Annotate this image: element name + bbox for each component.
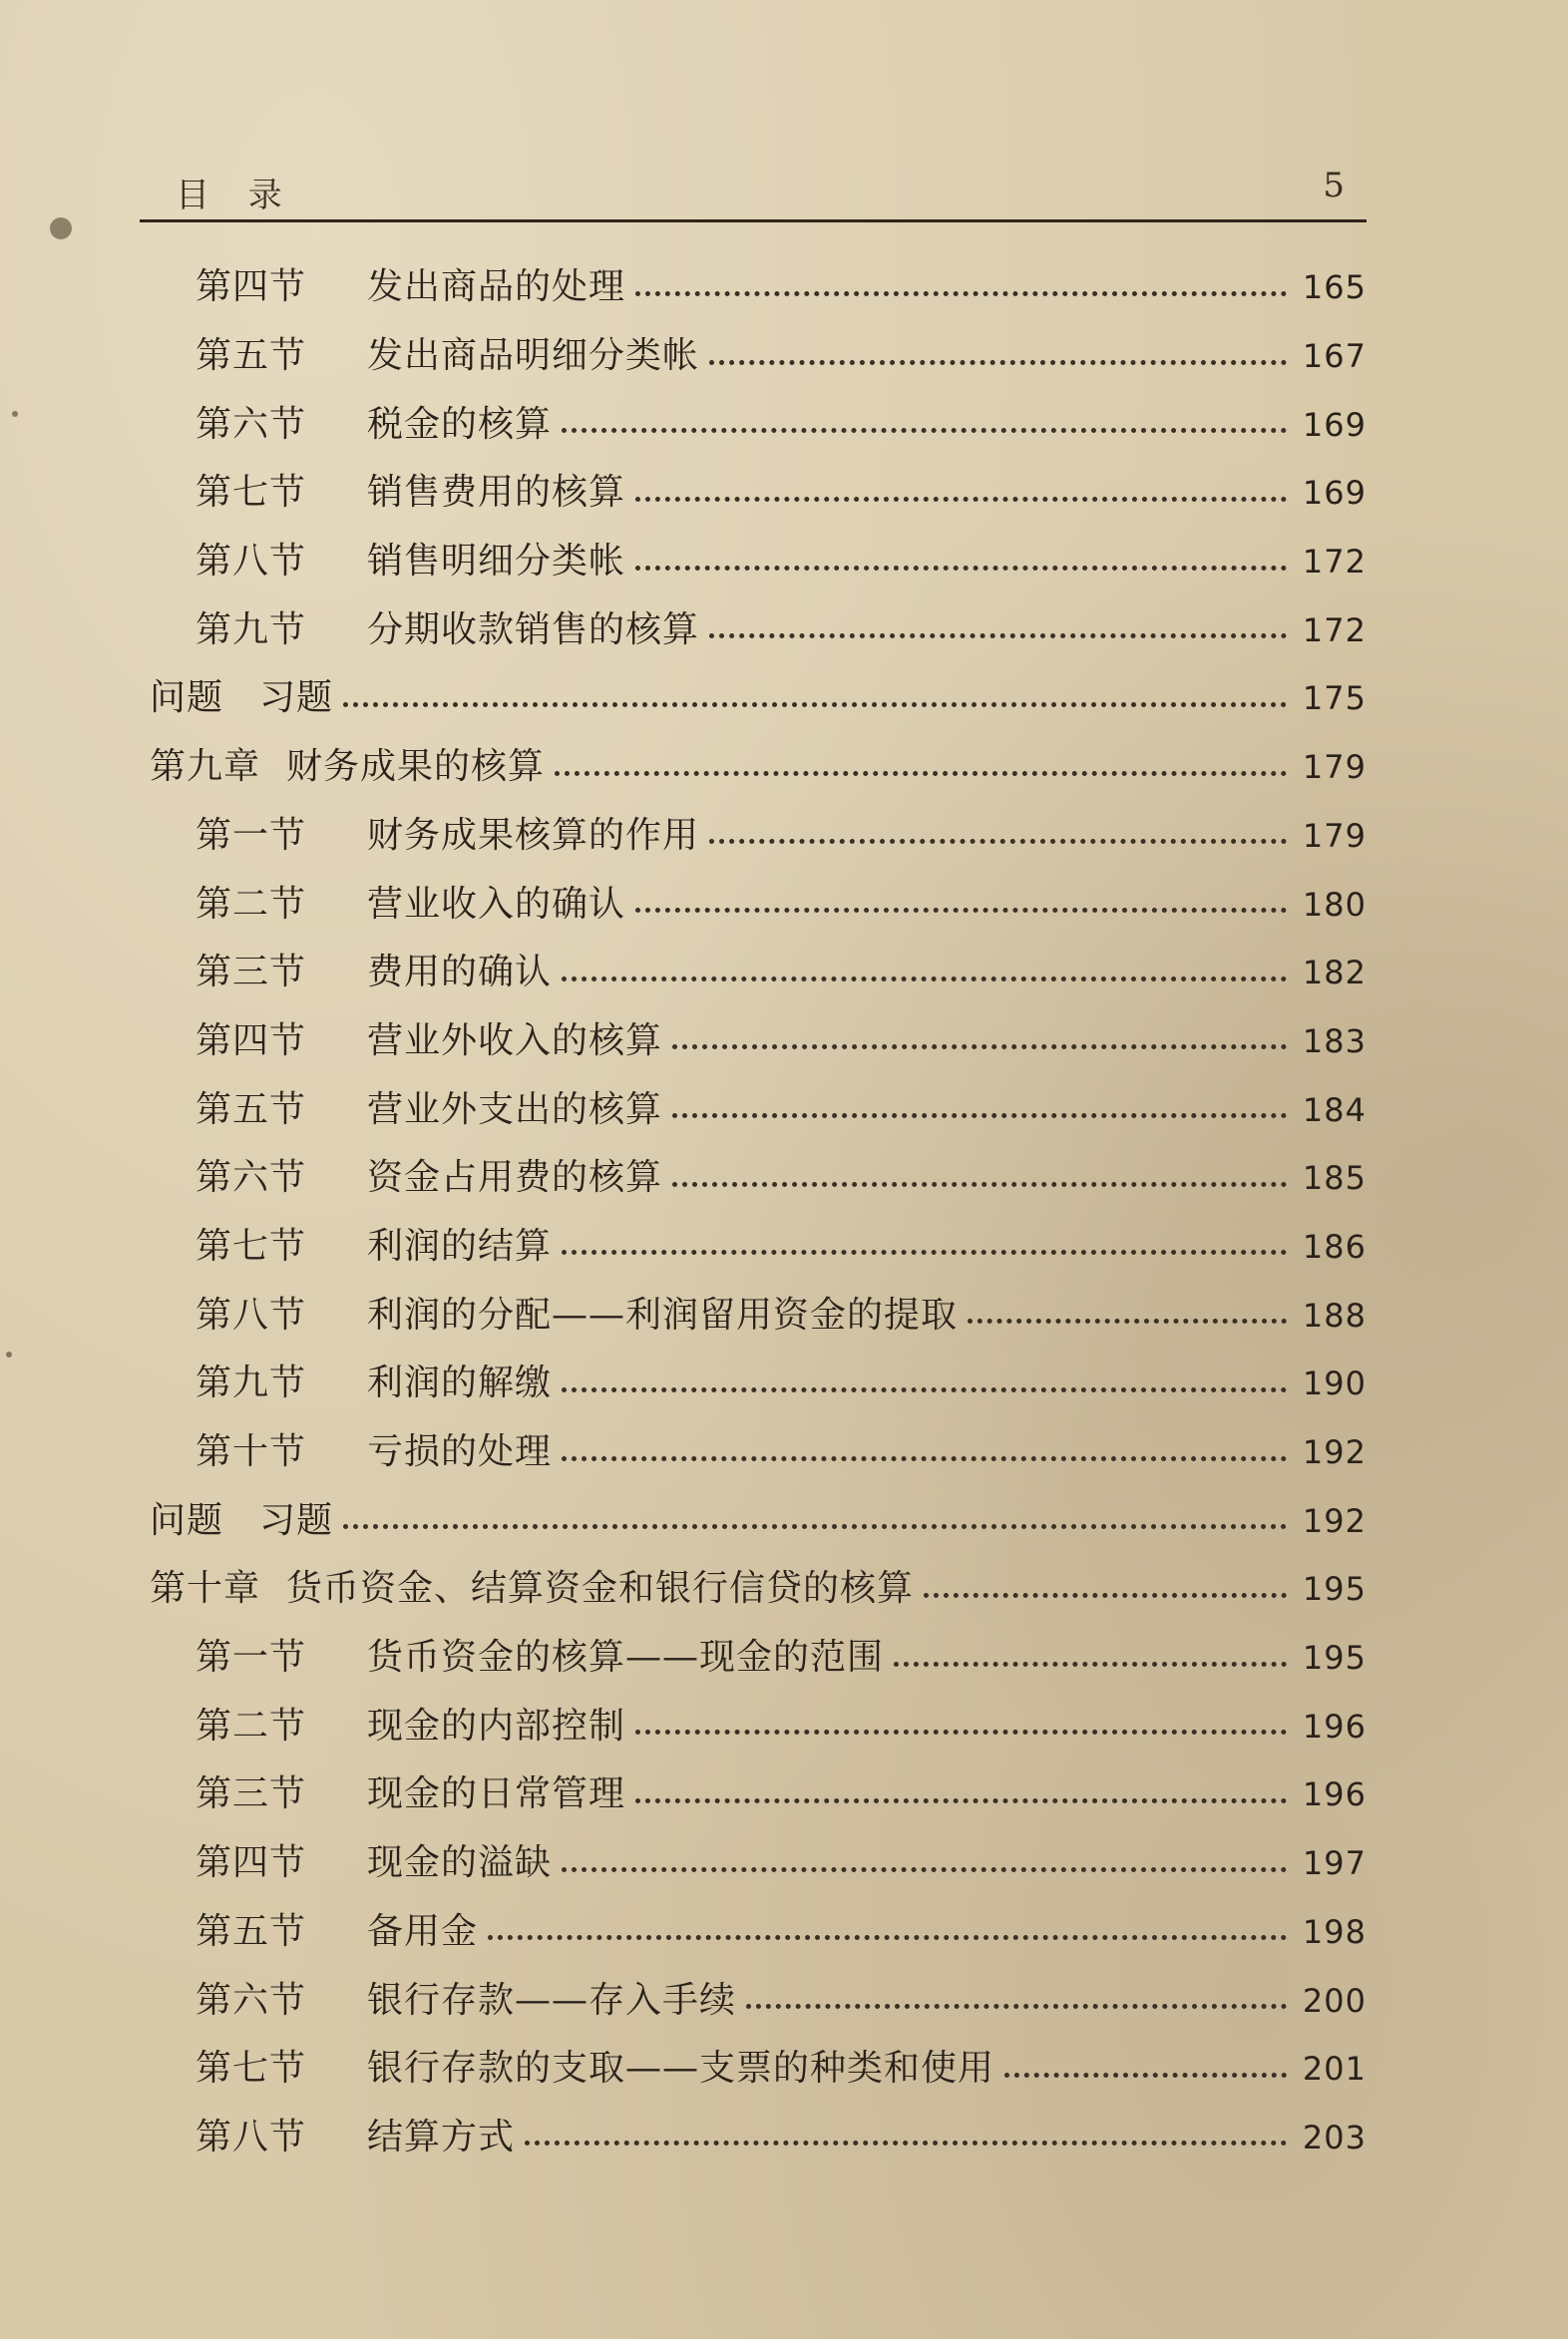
toc-entry	[150, 390, 1367, 459]
toc-entry-page: 201	[1302, 2050, 1367, 2089]
dot-leader	[635, 291, 1287, 296]
toc-entry-page: 192	[1302, 1501, 1367, 1540]
toc-entry-page: 180	[1302, 885, 1367, 924]
toc-entry-page: 190	[1302, 1364, 1367, 1403]
toc-entry-label: 第五节	[196, 1088, 307, 1130]
toc-entry-label: 第二节	[196, 883, 307, 925]
dot-leader	[672, 1182, 1287, 1187]
toc-entry-label: 第一节	[196, 814, 307, 856]
toc-entry-title: 资金占用费的核算	[367, 1157, 663, 1199]
toc-entry-title: 税金的核算	[367, 403, 553, 445]
toc-entry-label: 第七节	[196, 1225, 307, 1267]
toc-entry-title: 现金的溢缺	[367, 1842, 553, 1884]
toc-entry	[150, 1350, 1367, 1418]
dot-leader	[562, 1867, 1287, 1872]
ink-spot	[6, 1352, 12, 1358]
toc-entry-title: 利润的结算	[367, 1225, 553, 1267]
toc-entry-label: 第六节	[196, 403, 307, 445]
toc-entry-label: 第十章	[150, 1568, 261, 1610]
toc-entry-page: 184	[1302, 1090, 1367, 1129]
header-title: 目 录	[176, 176, 296, 215]
toc-entry	[150, 1692, 1367, 1760]
dot-leader	[562, 1387, 1287, 1392]
toc-entry-label: 第四节	[196, 1842, 307, 1884]
toc-entry	[150, 733, 1367, 802]
toc-entry-label: 第五节	[196, 1910, 307, 1952]
toc-entry-title: 分期收款销售的核算	[367, 608, 700, 650]
toc-entry-page: 182	[1302, 954, 1367, 992]
toc-entry-title: 银行存款——存入手续	[367, 1979, 737, 2021]
toc-entry-page: 192	[1302, 1433, 1367, 1472]
toc-entry-page: 175	[1302, 679, 1367, 718]
toc-entry	[150, 939, 1367, 1007]
toc-entry-title: 发出商品明细分类帐	[367, 335, 700, 377]
toc-entry-label: 第九节	[196, 608, 307, 650]
toc-entry-label: 第七节	[196, 2048, 307, 2090]
toc-entry-label: 第九节	[196, 1363, 307, 1404]
ink-spot	[50, 217, 72, 239]
toc-entry-label: 第三节	[196, 952, 307, 993]
toc-entry-page: 195	[1302, 1570, 1367, 1609]
toc-entry-label: 第八节	[196, 1294, 307, 1336]
toc-entry-title: 营业收入的确认	[367, 883, 626, 925]
toc-entry-page: 169	[1302, 474, 1367, 513]
page-header	[140, 150, 1367, 222]
toc-entry-label: 问题	[150, 677, 224, 719]
toc-entry	[150, 1075, 1367, 1144]
toc-entry-title: 利润的分配——利润留用资金的提取	[367, 1294, 959, 1336]
toc-entry-title: 营业外支出的核算	[367, 1088, 663, 1130]
toc-entry	[150, 2035, 1367, 2104]
toc-entry-page: 172	[1302, 543, 1367, 582]
toc-entry-title: 财务成果的核算	[286, 746, 546, 788]
toc-entry	[150, 1281, 1367, 1350]
toc-entry-title: 销售明细分类帐	[367, 541, 626, 583]
toc-entry-title: 备用金	[367, 1910, 479, 1952]
toc-entry-page: 198	[1302, 1912, 1367, 1951]
dot-leader	[555, 771, 1287, 776]
toc-entry-page: 179	[1302, 816, 1367, 855]
toc-entry-title: 习题	[259, 677, 334, 719]
toc-entry-label: 第六节	[196, 1157, 307, 1199]
toc-entry-title: 货币资金的核算——现金的范围	[367, 1637, 885, 1679]
toc-entry-label: 第五节	[196, 335, 307, 377]
toc-entry	[150, 1213, 1367, 1282]
toc-entry	[150, 870, 1367, 939]
dot-leader	[709, 633, 1287, 638]
toc-entry-title: 现金的内部控制	[367, 1705, 626, 1747]
dot-leader	[746, 2004, 1287, 2009]
toc-entry-label: 第四节	[196, 1019, 307, 1061]
dot-leader	[525, 2141, 1287, 2145]
dot-leader	[924, 1593, 1287, 1598]
dot-leader	[635, 566, 1287, 571]
toc-entry	[150, 664, 1367, 733]
dot-leader	[635, 1798, 1287, 1803]
table-of-contents	[150, 253, 1367, 2171]
dot-leader	[635, 497, 1287, 502]
toc-entry-label: 第八节	[196, 2116, 307, 2157]
toc-entry-title: 亏损的处理	[367, 1431, 553, 1473]
toc-entry-label: 问题	[150, 1499, 224, 1541]
toc-entry-title: 结算方式	[367, 2116, 516, 2157]
toc-entry	[150, 459, 1367, 528]
dot-leader	[672, 1044, 1287, 1049]
toc-entry-label: 第十节	[196, 1431, 307, 1473]
header-page-number: 5	[1323, 166, 1345, 205]
toc-entry-label: 第九章	[150, 746, 261, 788]
dot-leader	[709, 360, 1287, 365]
dot-leader	[894, 1662, 1287, 1667]
dot-leader	[562, 976, 1287, 981]
dot-leader	[968, 1319, 1287, 1324]
toc-entry	[150, 1624, 1367, 1693]
toc-entry-title: 财务成果核算的作用	[367, 814, 700, 856]
dot-leader	[562, 1250, 1287, 1255]
toc-entry-title: 货币资金、结算资金和银行信贷的核算	[286, 1568, 915, 1610]
toc-entry-page: 200	[1302, 1981, 1367, 2020]
toc-entry-page: 185	[1302, 1159, 1367, 1198]
toc-entry-page: 169	[1302, 405, 1367, 444]
toc-entry-page: 196	[1302, 1707, 1367, 1746]
toc-entry-label: 第八节	[196, 541, 307, 583]
toc-entry-page: 172	[1302, 610, 1367, 649]
dot-leader	[635, 908, 1287, 913]
toc-entry-label: 第四节	[196, 266, 307, 308]
ink-spot	[12, 411, 18, 417]
toc-entry-title: 银行存款的支取——支票的种类和使用	[367, 2048, 995, 2090]
toc-entry	[150, 1486, 1367, 1555]
toc-entry-label: 第一节	[196, 1637, 307, 1679]
toc-entry-page: 179	[1302, 748, 1367, 787]
dot-leader	[343, 702, 1287, 707]
toc-entry	[150, 1418, 1367, 1487]
toc-entry	[150, 1829, 1367, 1898]
toc-entry	[150, 322, 1367, 391]
toc-entry-title: 销售费用的核算	[367, 472, 626, 514]
dot-leader	[635, 1730, 1287, 1735]
toc-entry	[150, 2104, 1367, 2172]
toc-entry-page: 183	[1302, 1021, 1367, 1060]
dot-leader	[709, 839, 1287, 844]
toc-entry	[150, 1144, 1367, 1213]
toc-entry	[150, 1760, 1367, 1829]
toc-entry	[150, 528, 1367, 596]
toc-entry-label: 第七节	[196, 472, 307, 514]
toc-entry-page: 165	[1302, 268, 1367, 307]
dot-leader	[562, 428, 1287, 433]
toc-entry-page: 197	[1302, 1844, 1367, 1883]
toc-entry-title: 费用的确认	[367, 952, 553, 993]
toc-entry	[150, 1555, 1367, 1624]
toc-entry-title: 营业外收入的核算	[367, 1019, 663, 1061]
toc-entry-page: 167	[1302, 337, 1367, 376]
toc-entry-page: 196	[1302, 1775, 1367, 1814]
toc-entry	[150, 1007, 1367, 1076]
toc-entry-label: 第六节	[196, 1979, 307, 2021]
toc-entry-title: 习题	[259, 1499, 334, 1541]
toc-entry-page: 195	[1302, 1639, 1367, 1678]
dot-leader	[343, 1524, 1287, 1529]
toc-entry	[150, 1898, 1367, 1967]
toc-entry-page: 188	[1302, 1296, 1367, 1335]
toc-entry	[150, 595, 1367, 664]
toc-entry	[150, 1966, 1367, 2035]
toc-entry-title: 发出商品的处理	[367, 266, 626, 308]
toc-entry	[150, 253, 1367, 322]
toc-entry-page: 186	[1302, 1227, 1367, 1266]
dot-leader	[488, 1935, 1287, 1940]
toc-entry-label: 第三节	[196, 1773, 307, 1815]
toc-entry-title: 现金的日常管理	[367, 1773, 626, 1815]
dot-leader	[562, 1456, 1287, 1461]
toc-entry-page: 203	[1302, 2118, 1367, 2156]
toc-entry-label: 第二节	[196, 1705, 307, 1747]
dot-leader	[672, 1113, 1287, 1118]
toc-entry-title: 利润的解缴	[367, 1363, 553, 1404]
toc-entry	[150, 802, 1367, 871]
dot-leader	[1004, 2073, 1287, 2078]
